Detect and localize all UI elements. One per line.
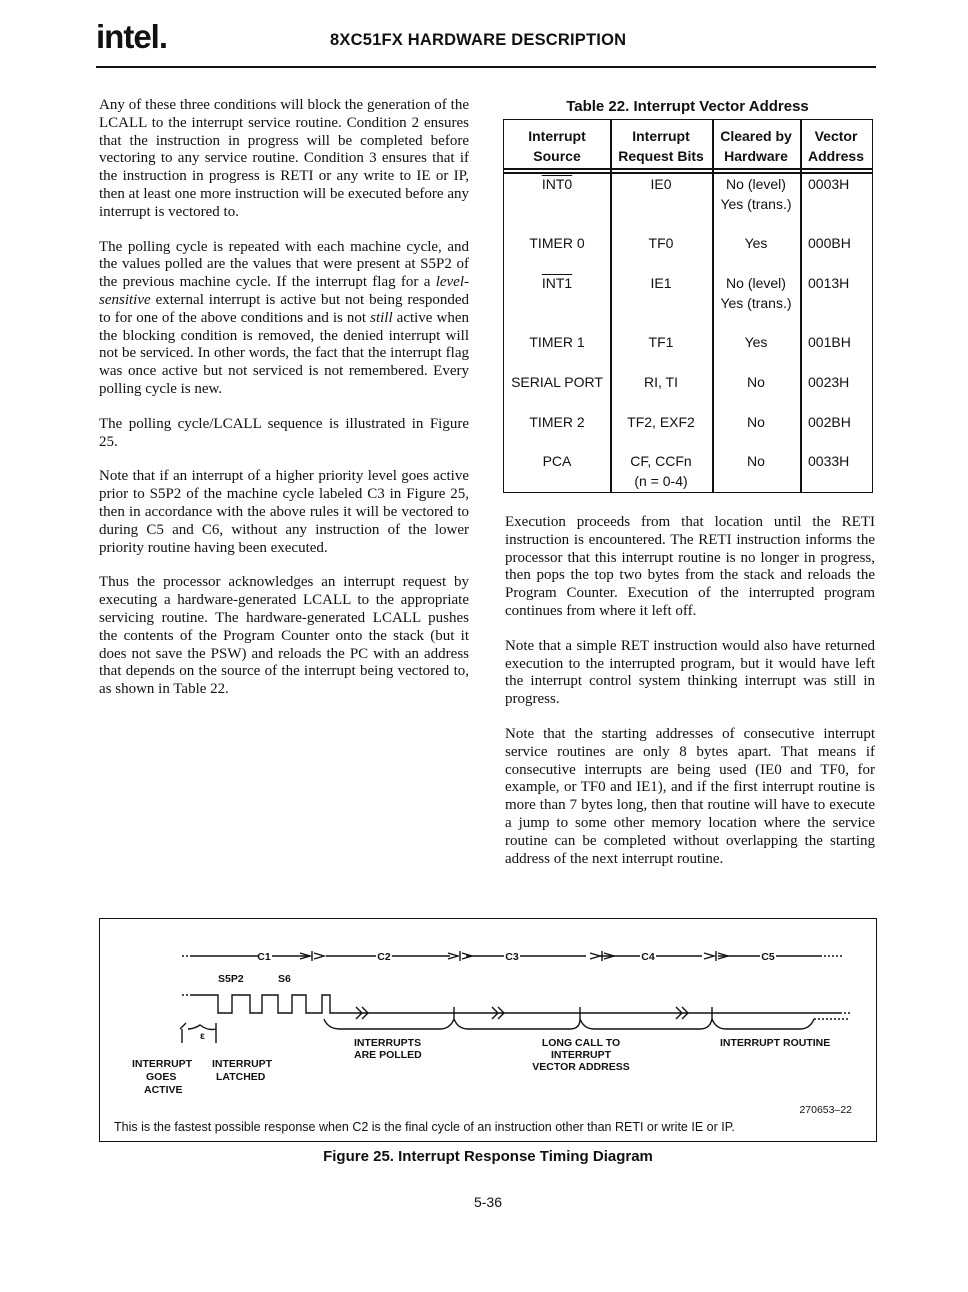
table-cell-bits: TF0 (648, 235, 674, 251)
intel-logo: intel. (96, 18, 168, 55)
clock-waveform (192, 995, 348, 1013)
table-header-cell: Vector Address (807, 128, 865, 164)
label-interrupts-polled: ARE POLLED (354, 1049, 422, 1061)
table-cell-address: 0013H (808, 275, 850, 291)
table-cell-bits: CF, CCFn (n = 0-4) (630, 453, 692, 489)
state-label: S5P2 (218, 973, 244, 985)
label-interrupts-polled: INTERRUPTS (354, 1037, 422, 1049)
table-cell-source: PCA (542, 453, 572, 469)
table-cell-bits: TF2, EXF2 (627, 414, 695, 430)
label-interrupt-routine: INTERRUPT ROUTINE (720, 1037, 831, 1049)
figure-note: This is the fastest possible response when C2 is the final cycle of an instruction other than RETI or write IE or IP. (114, 1120, 735, 1134)
table-cell-cleared: No (747, 374, 765, 390)
table-cell-source: TIMER 1 (529, 334, 585, 350)
label-interrupt-latched: INTERRUPT (212, 1058, 273, 1070)
table-cell-address: 0003H (808, 176, 850, 192)
table-header-divider (504, 168, 872, 170)
figure-caption: Figure 25. Interrupt Response Timing Diagram (323, 1148, 653, 1165)
table-cell-address: 001BH (808, 334, 851, 350)
emphasis: still (370, 309, 393, 326)
table-cell-source: TIMER 0 (529, 235, 585, 251)
paragraph: The polling cycle/LCALL sequence is illustrated in Figure 25. (99, 415, 469, 450)
label-interrupt-goes-active: ACTIVE (144, 1084, 183, 1096)
timing-diagram (100, 919, 876, 1141)
cycle-label: C2 (377, 951, 391, 963)
label-interrupt-goes-active: INTERRUPT (132, 1058, 193, 1070)
table-header-cell: Cleared by Hardware (720, 128, 792, 164)
timing-diagram-figure (99, 918, 877, 1142)
table-cell-bits: TF1 (648, 334, 674, 350)
epsilon-label: ε (200, 1030, 205, 1042)
table-cell-cleared: No (747, 414, 765, 430)
right-column (505, 514, 875, 885)
left-column (99, 97, 469, 716)
table-cell-address: 000BH (808, 235, 851, 251)
table-cell-address: 002BH (808, 414, 851, 430)
cycle-label: C1 (257, 951, 271, 963)
table-cell-address: 0033H (808, 453, 850, 469)
cycle-label: C5 (761, 951, 775, 963)
table-header-cell: Interrupt Request Bits (618, 128, 704, 164)
table-title: Table 22. Interrupt Vector Address (566, 98, 809, 115)
label-long-call: INTERRUPT (550, 1049, 612, 1061)
cycle-label: C3 (505, 951, 519, 963)
paragraph: Note that if an interrupt of a higher priority level goes active prior to S5P2 of the machine cycle labeled C3 in Figure 25, then in accordance with the above rules it will be vectored to during C5 and C6, without any instruction of the lower priority routine having been executed. (99, 468, 469, 556)
paragraph: The polling cycle is repeated with each machine cycle, and the values polled are the values that were present at S5P2 of the previous machine cycle. If the interrupt flag for a level-sensitive external interrupt is active but not being responded to for one of the above conditions and is not still active when the blocking condition is removed, the denied interrupt will not be serviced. In other words, the fact that the interrupt flag was once active but not serviced is not remembered. Every polling cycle is new. (99, 238, 469, 397)
figure-id: 270653–22 (799, 1104, 852, 1116)
table-cell-cleared: No (747, 453, 765, 469)
emphasis: level-sensitive (99, 274, 469, 308)
page-number: 5-36 (473, 1194, 503, 1210)
table-cell-source: SERIAL PORT (511, 374, 603, 390)
label-long-call: VECTOR ADDRESS (532, 1061, 630, 1073)
label-interrupt-latched: LATCHED (216, 1071, 266, 1083)
table-cell-cleared: No (level) Yes (trans.) (720, 275, 792, 311)
table-cell-bits: IE0 (650, 176, 672, 192)
phase-brace (324, 1019, 814, 1029)
paragraph: Thus the processor acknowledges an interrupt request by executing a hardware-generated LCALL to the appropriate servicing routine. The hardware-generated LCALL pushes the contents of the Program Counter onto the stack (but it does not save the PSW) and reloads the PC with an address that depends on the source of the interrupt being vectored to, as shown in Table 22. (99, 574, 469, 698)
table-cell-cleared: Yes (744, 334, 768, 350)
table-header-cell: Interrupt Source (528, 128, 586, 164)
page-header-title: 8XC51FX HARDWARE DESCRIPTION (330, 31, 627, 49)
epsilon-marker (180, 1023, 216, 1043)
state-label: S6 (278, 973, 291, 985)
table-cell-source: INT1 (541, 275, 573, 291)
table-cell-address: 0023H (808, 374, 850, 390)
interrupt-vector-table (503, 119, 873, 493)
label-interrupt-goes-active: GOES (146, 1071, 177, 1083)
paragraph: Note that a simple RET instruction would also have returned execution to the interrupted program, but it would have left the interrupt control system thinking interrupt was still in progress. (505, 637, 875, 708)
label-long-call: LONG CALL TO (541, 1037, 621, 1049)
header-divider (96, 66, 876, 68)
paragraph: Execution proceeds from that location until the RETI instruction is encountered. The RETI instruction informs the processor that this interrupt routine is no longer in progress, then pops the top two bytes from the stack and reloads the Program Counter. Execution of the interrupted program continues from where it left off. (505, 514, 875, 619)
table-cell-source: TIMER 2 (529, 414, 585, 430)
table-cell-cleared: Yes (744, 235, 768, 251)
table-cell-bits: RI, TI (644, 374, 678, 390)
paragraph: Note that the starting addresses of consecutive interrupt service routines are only 8 bytes apart. That means if consecutive interrupts are being used (IE0 and TF0, for example, or TF0 and IE1), and if the first interrupt routine is more than 7 bytes long, then that routine will have to execute a jump to some other memory location where the service routine can be completed without overlapping the starting address of the next interrupt routine. (505, 725, 875, 867)
table-column-divider (800, 120, 802, 492)
paragraph: Any of these three conditions will block the generation of the LCALL to the interrupt service routine. Condition 2 ensures that the instruction in progress will be completed before vectoring to any service routine. Condition 3 ensures that if the instruction in progress is RETI or any write to IE or IP, then at least one more instruction will be executed before any interrupt is vectored to. (99, 97, 469, 220)
table-cell-source: INT0 (541, 176, 573, 192)
table-cell-cleared: No (level) Yes (trans.) (720, 176, 792, 212)
cycle-label: C4 (641, 951, 655, 963)
table-cell-bits: IE1 (650, 275, 672, 291)
